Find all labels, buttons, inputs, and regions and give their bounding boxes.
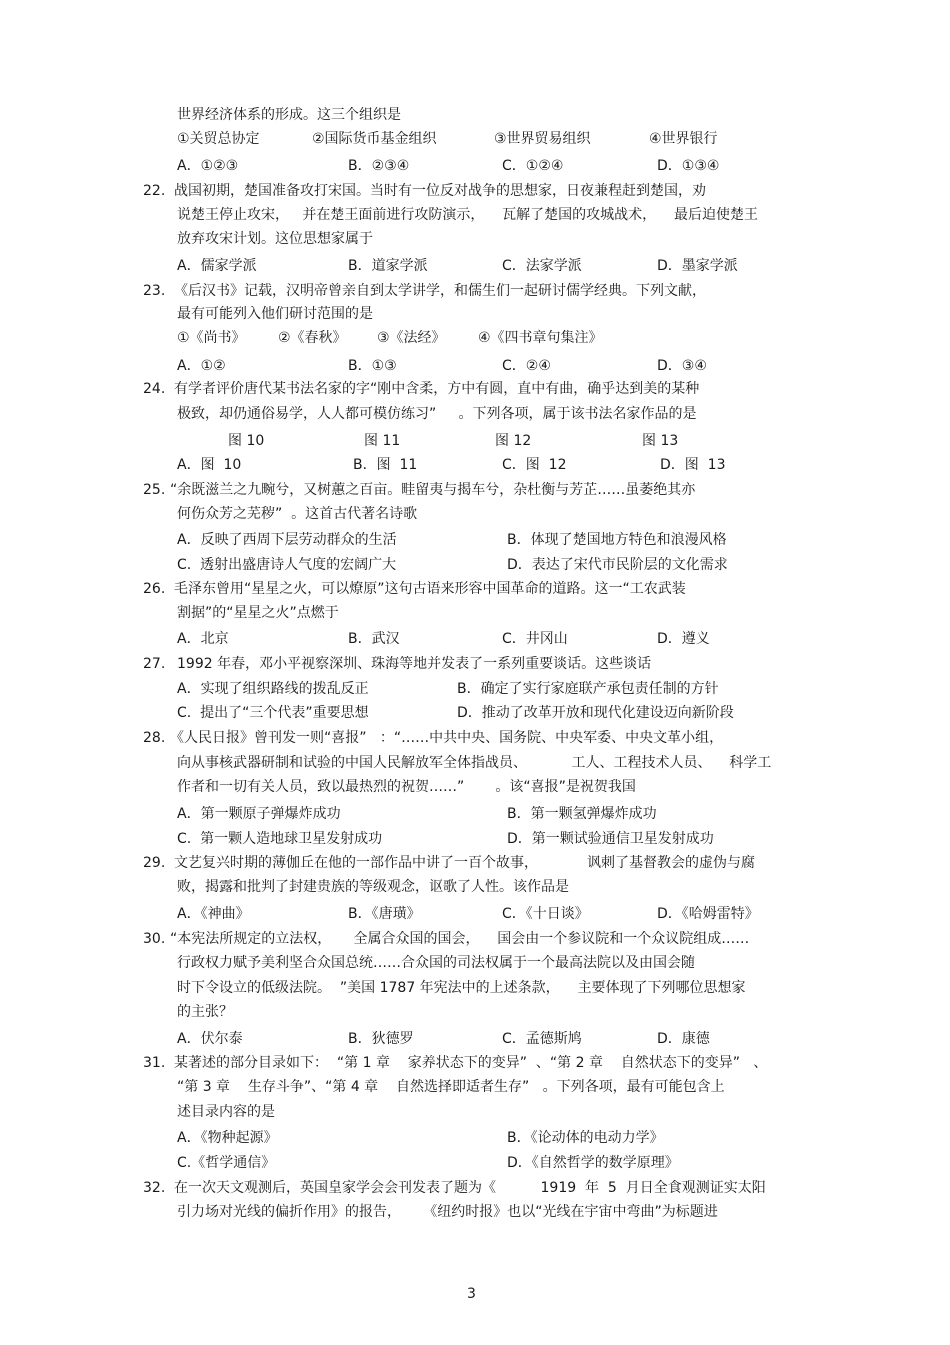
q25-number: 25. (143, 482, 166, 498)
q26-option-a: A．北京 (177, 631, 229, 647)
q28-option-b: B．第一颗氢弹爆炸成功 (507, 806, 657, 822)
q21-item-3: ③世界贸易组织 (494, 131, 591, 147)
q30-option-d: D．康德 (657, 1031, 710, 1047)
q21-option-c: C．①②④ (502, 158, 564, 174)
q23-option-d: D．③④ (657, 358, 707, 374)
q25-option-b: B．体现了楚国地方特色和浪漫风格 (507, 532, 727, 548)
page-number: 3 (467, 1286, 476, 1302)
q23-item-3: ③《法经》 (377, 330, 446, 346)
q23-option-a: A．①② (177, 358, 226, 374)
q27-option-b: B．确定了实行家庭联产承包责任制的方针 (457, 681, 719, 697)
q30-line-2: 行政权力赋予美利坚合众国总统……合众国的司法权属于一个最高法院以及由国会随 (177, 955, 695, 971)
q30-option-c: C．孟德斯鸠 (502, 1031, 582, 1047)
q21-option-b: B．②③④ (348, 158, 410, 174)
q28-option-d: D．第一颗试验通信卫星发射成功 (507, 831, 714, 847)
q26-line-2: 割据”的“星星之火”点燃于 (177, 605, 339, 621)
q21-option-a: A．①②③ (177, 158, 239, 174)
q23-line-2: 最有可能列入他们研讨范围的是 (177, 306, 373, 322)
q31-option-b: B．《论动体的电动力学》 (507, 1130, 664, 1146)
q32-number: 32. (143, 1180, 166, 1196)
q28-line-3: 作者和一切有关人员，致以最热烈的祝贺……” 。该“喜报”是祝贺我国 (177, 779, 636, 795)
q31-line-3: 述目录内容的是 (177, 1104, 275, 1120)
q24-figure-12: 图 12 (495, 433, 532, 449)
q22-option-d: D．墨家学派 (657, 258, 738, 274)
q27-line-1: 1992 年春，邓小平视察深圳、珠海等地并发表了一系列重要谈话。这些谈话 (177, 656, 652, 672)
q22-number: 22. (143, 183, 166, 199)
q32-line-2: 引力场对光线的偏折作用》的报告， 《纽约时报》也以“光线在宇宙中弯曲”为标题进 (177, 1204, 718, 1220)
q27-option-d: D．推动了改革开放和现代化建设迈向新阶段 (457, 705, 734, 721)
q23-number: 23. (143, 283, 166, 299)
q24-figure-13: 图 13 (642, 433, 679, 449)
q29-line-2: 败，揭露和批判了封建贵族的等级观念，讴歌了人性。该作品是 (177, 879, 569, 895)
q24-figure-10: 图 10 (228, 433, 265, 449)
q24-line-2: 极致，却仍通俗易学，人人都可模仿练习” 。下列各项，属于该书法名家作品的是 (177, 406, 697, 422)
q22-option-c: C．法家学派 (502, 258, 582, 274)
q22-line-3: 放弃攻宋计划。这位思想家属于 (177, 231, 373, 247)
q24-option-d: D．图 13 (660, 457, 726, 473)
q31-option-c: C.《哲学通信》 (177, 1155, 276, 1171)
q23-option-b: B．①③ (348, 358, 397, 374)
q29-number: 29. (143, 855, 166, 871)
q30-line-1: “本宪法所规定的立法权， 全属合众国的国会， 国会由一个参议院和一个众议院组成…… (170, 931, 750, 947)
q25-line-1: “余既滋兰之九畹兮，又树蕙之百亩。畦留夷与揭车兮，杂杜衡与芳芷……虽萎绝其亦 (170, 482, 696, 498)
q31-line-1: 某著述的部分目录如下： “第 1 章 家养状态下的变异” 、“第 2 章 自然状态下的变异” 、 (174, 1055, 768, 1071)
q28-option-c: C. 第一颗人造地球卫星发射成功 (177, 831, 383, 847)
q26-option-b: B．武汉 (348, 631, 400, 647)
q23-item-4: ④《四书章句集注》 (478, 330, 603, 346)
q31-line-2: “第 3 章 生存斗争”、“第 4 章 自然选择即适者生存” 。下列各项，最有可能包含上 (177, 1079, 725, 1095)
q29-line-1: 文艺复兴时期的薄伽丘在他的一部作品中讲了一百个故事， 讽刺了基督教会的虚伪与腐 (174, 855, 755, 871)
q28-line-1: 《人民日报》曾刊发一则“喜报” ：“……中共中央、国务院、中央军委、中央文革小组， (170, 730, 724, 746)
q30-option-b: B．狄德罗 (348, 1031, 414, 1047)
q31-number: 31. (143, 1055, 166, 1071)
q23-option-c: C．②④ (502, 358, 551, 374)
q27-option-a: A．实现了组织路线的拨乱反正 (177, 681, 369, 697)
q30-line-4: 的主张？ (177, 1004, 233, 1020)
q26-line-1: 毛泽东曾用“星星之火，可以燎原”这句古语来形容中国革命的道路。这一“工农武装 (174, 581, 686, 597)
q21-item-1: ①关贸总协定 (177, 131, 260, 147)
q25-option-c: C. 透射出盛唐诗人气度的宏阔广大 (177, 557, 397, 573)
q24-figure-11: 图 11 (364, 433, 401, 449)
q28-line-2: 向从事核武器研制和试验的中国人民解放军全体指战员、 工人、工程技术人员、 科学工 (177, 755, 772, 771)
q24-option-c: C．图 12 (502, 457, 567, 473)
q28-option-a: A．第一颗原子弹爆炸成功 (177, 806, 341, 822)
q23-line-1: 《后汉书》记载，汉明帝曾亲自到太学讲学，和儒生们一起研讨儒学经典。下列文献， (174, 283, 706, 299)
q22-option-b: B．道家学派 (348, 258, 428, 274)
q21-item-2: ②国际货币基金组织 (312, 131, 437, 147)
q25-line-2: 何伤众芳之芜秽” 。这首古代著名诗歌 (177, 506, 418, 522)
q25-option-d: D．表达了宋代市民阶层的文化需求 (507, 557, 728, 573)
q21-line-1: 世界经济体系的形成。这三个组织是 (177, 107, 401, 123)
q27-number: 27. (143, 656, 166, 672)
q30-line-3: 时下令设立的低级法院。 ”美国 1787 年宪法中的上述条款， 主要体现了下列哪位思想家 (177, 980, 746, 996)
q31-option-d: D．《自然哲学的数学原理》 (507, 1155, 679, 1171)
q22-option-a: A．儒家学派 (177, 258, 257, 274)
q24-option-b: B．图 11 (353, 457, 418, 473)
q26-option-c: C．井冈山 (502, 631, 568, 647)
q24-line-1: 有学者评价唐代某书法名家的字“刚中含柔，方中有圆，直中有曲，确乎达到美的某种 (174, 381, 700, 397)
q29-option-b: B．《唐璜》 (348, 906, 421, 922)
q26-option-d: D．遵义 (657, 631, 710, 647)
q23-item-2: ②《春秋》 (278, 330, 347, 346)
q21-item-4: ④世界银行 (649, 131, 718, 147)
q29-option-c: C．《十日谈》 (502, 906, 589, 922)
q32-line-1: 在一次天文观测后，英国皇家学会会刊发表了题为《 1919 年 5 月日全食观测证实太阳 (174, 1180, 766, 1196)
q30-number: 30. (143, 931, 166, 947)
q23-item-1: ①《尚书》 (177, 330, 246, 346)
q24-number: 24. (143, 381, 166, 397)
q29-option-a: A．《神曲》 (177, 906, 250, 922)
q31-option-a: A．《物种起源》 (177, 1130, 278, 1146)
q21-option-d: D．①③④ (657, 158, 720, 174)
q22-line-1: 战国初期，楚国准备攻打宋国。当时有一位反对战争的思想家，日夜兼程赶到楚国，劝 (174, 183, 706, 199)
q22-line-2: 说楚王停止攻宋， 并在楚王面前进行攻防演示， 瓦解了楚国的攻城战术， 最后迫使楚王 (177, 207, 758, 223)
q28-number: 28. (143, 730, 166, 746)
q30-option-a: A．伏尔泰 (177, 1031, 243, 1047)
q25-option-a: A．反映了西周下层劳动群众的生活 (177, 532, 397, 548)
q29-option-d: D．《哈姆雷特》 (657, 906, 759, 922)
q24-option-a: A．图 10 (177, 457, 242, 473)
q27-option-c: C. 提出了“三个代表”重要思想 (177, 705, 369, 721)
q26-number: 26. (143, 581, 166, 597)
